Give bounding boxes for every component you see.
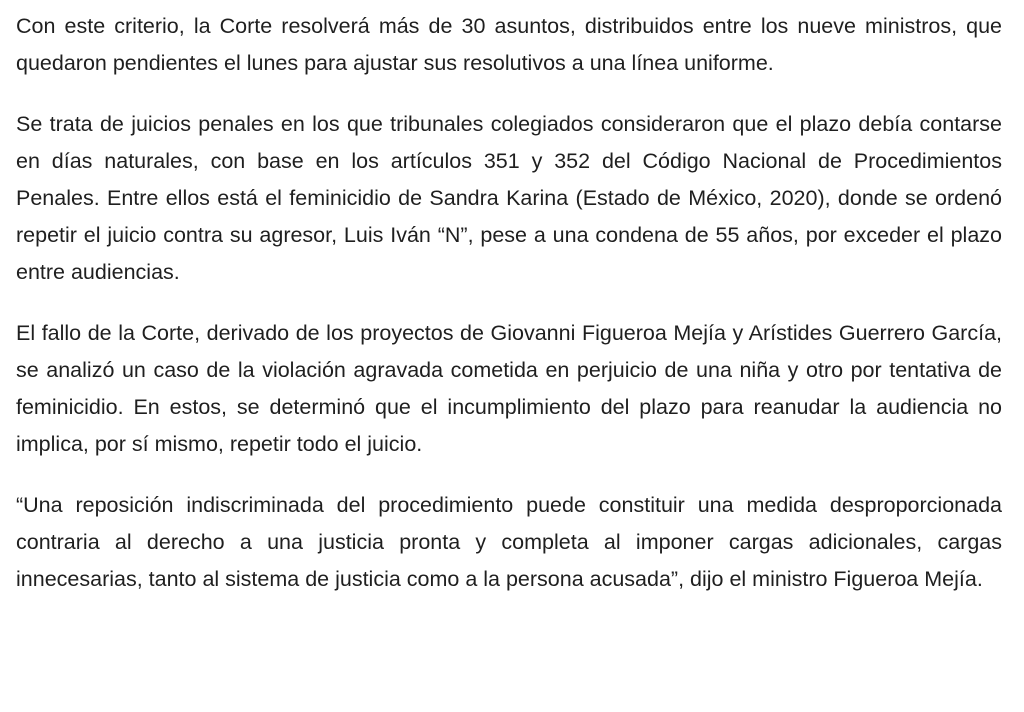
article-paragraph-3: El fallo de la Corte, derivado de los proyectos de Giovanni Figueroa Mejía y Arístides Guerrero García, se analizó un caso de la violación agravada cometida en perjuicio de una niña y otro por tentativa de feminicidio. En estos, se determinó que el incumplimiento del plazo para reanudar la audiencia no implica, por sí mismo, repetir todo el juicio. (16, 321, 1002, 456)
article-body (16, 8, 1002, 622)
article-paragraph-2: Se trata de juicios penales en los que tribunales colegiados consideraron que el plazo debía contarse en días naturales, con base en los artículos 351 y 352 del Código Nacional de Procedimientos Penales. Entre ellos está el feminicidio de Sandra Karina (Estado de México, 2020), donde se ordenó repetir el juicio contra su agresor, Luis Iván “N”, pese a una condena de 55 años, por exceder el plazo entre audiencias. (16, 112, 1002, 284)
article-paragraph-1: Con este criterio, la Corte resolverá más de 30 asuntos, distribuidos entre los nueve ministros, que quedaron pendientes el lunes para ajustar sus resolutivos a una línea uniforme. (16, 14, 1002, 75)
article-paragraph-4: “Una reposición indiscriminada del procedimiento puede constituir una medida desproporcionada contraria al derecho a una justicia pronta y completa al imponer cargas adicionales, cargas innecesarias, tanto al sistema de justicia como a la persona acusada”, dijo el ministro Figueroa Mejía. (16, 493, 1002, 591)
